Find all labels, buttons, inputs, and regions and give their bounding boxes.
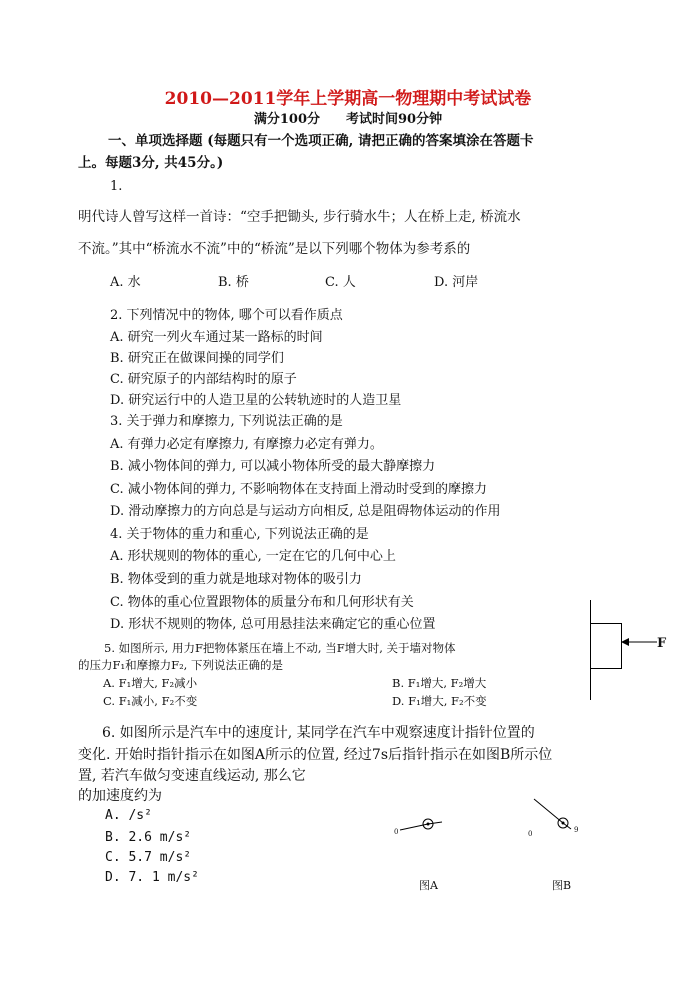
q4-option-c: C. 物体的重心位置跟物体的质量分布和几何形状有关 [110, 595, 414, 610]
q1-number: 1. [110, 179, 123, 194]
q1-option-b: B. 桥 [218, 275, 249, 290]
speedometer-a [390, 808, 450, 848]
q4-option-b: B. 物体受到的重力就是地球对物体的吸引力 [110, 572, 362, 587]
gauge-a-zero: 0 [394, 828, 399, 836]
section-heading-cont: 上。每题3分, 共45分。) [78, 155, 224, 171]
gauge-b-max: 9 [574, 826, 579, 834]
q1-stem: 明代诗人曾写这样一首诗：“空手把锄头, 步行骑水牛；人在桥上走, 桥流水 [78, 209, 521, 225]
force-label: F [657, 636, 667, 651]
q4-option-d: D. 形状不规则的物体, 总可用悬挂法来确定它的重心位置 [110, 617, 436, 632]
q6-option-b: B. 2.6 m/s² [105, 830, 192, 845]
q5-option-d: D. F₁增大, F₂不变 [392, 694, 487, 708]
q5-option-c: C. F₁减小, F₂不变 [103, 694, 198, 708]
exam-subtitle: 满分100分 考试时间90分钟 [253, 112, 443, 127]
q3-option-b: B. 减小物体间的弹力, 可以减小物体所受的最大静摩擦力 [110, 459, 436, 474]
q2-option-c: C. 研究原子的内部结构时的原子 [110, 372, 297, 387]
q3-option-a: A. 有弹力必定有摩擦力, 有摩擦力必定有弹力。 [110, 437, 383, 452]
exam-title: 2010—2011学年上学期高一物理期中考试试卷 [164, 89, 532, 109]
q1-stem-cont: 不流。”其中“桥流水不流”中的“桥流”是以下列哪个物体为参考系的 [78, 241, 471, 257]
q2-option-b: B. 研究正在做课间操的同学们 [110, 351, 284, 366]
q6-option-a: A. /s² [105, 808, 152, 823]
q6-stem: 6. 如图所示是汽车中的速度计, 某同学在汽车中观察速度计指针位置的 [102, 725, 535, 741]
q6-option-c: C. 5.7 m/s² [105, 850, 192, 865]
q6-stem-cont1: 变化. 开始时指针指示在如图A所示的位置, 经过7s后指针指示在如图B所示位 [78, 747, 553, 763]
section-heading: 一、单项选择题 (每题只有一个选项正确, 请把正确的答案填涂在答题卡 [108, 133, 534, 149]
q2-stem: 2. 下列情况中的物体, 哪个可以看作质点 [110, 308, 343, 323]
q4-stem: 4. 关于物体的重力和重心, 下列说法正确的是 [110, 527, 369, 542]
gauge-b-zero: 0 [528, 830, 533, 838]
q5-option-b: B. F₁增大, F₂增大 [392, 676, 487, 690]
q5-stem: 5. 如图所示, 用力F把物体紧压在墙上不动, 当F增大时, 关于墙对物体 [104, 641, 456, 655]
q2-option-d: D. 研究运行中的人造卫星的公转轨迹时的人造卫星 [110, 393, 402, 408]
q2-option-a: A. 研究一列火车通过某一路标的时间 [110, 330, 323, 345]
q3-option-c: C. 减小物体间的弹力, 不影响物体在支持面上滑动时受到的摩擦力 [110, 482, 488, 497]
force-arrow [621, 635, 657, 649]
q5-option-a: A. F₁增大, F₂减小 [103, 676, 198, 690]
q3-option-d: D. 滑动摩擦力的方向总是与运动方向相反, 总是阻碍物体运动的作用 [110, 504, 501, 519]
q5-stem-cont: 的压力F₁和摩擦力F₂, 下列说法正确的是 [78, 658, 283, 672]
q1-option-a: A. 水 [110, 275, 141, 290]
figure-a-caption: 图A [419, 879, 438, 892]
q6-stem-cont3: 的加速度约为 [78, 788, 162, 804]
q3-stem: 3. 关于弹力和摩擦力, 下列说法正确的是 [110, 414, 343, 429]
q1-option-c: C. 人 [325, 275, 356, 290]
pressed-block [591, 623, 622, 669]
q4-option-a: A. 形状规则的物体的重心, 一定在它的几何中心上 [110, 549, 396, 564]
q6-stem-cont2: 置, 若汽车做匀变速直线运动, 那么它 [78, 768, 306, 784]
q6-option-d: D. 7. 1 m/s² [105, 870, 199, 885]
figure-b-caption: 图B [552, 879, 572, 892]
q1-option-d: D. 河岸 [434, 275, 479, 290]
